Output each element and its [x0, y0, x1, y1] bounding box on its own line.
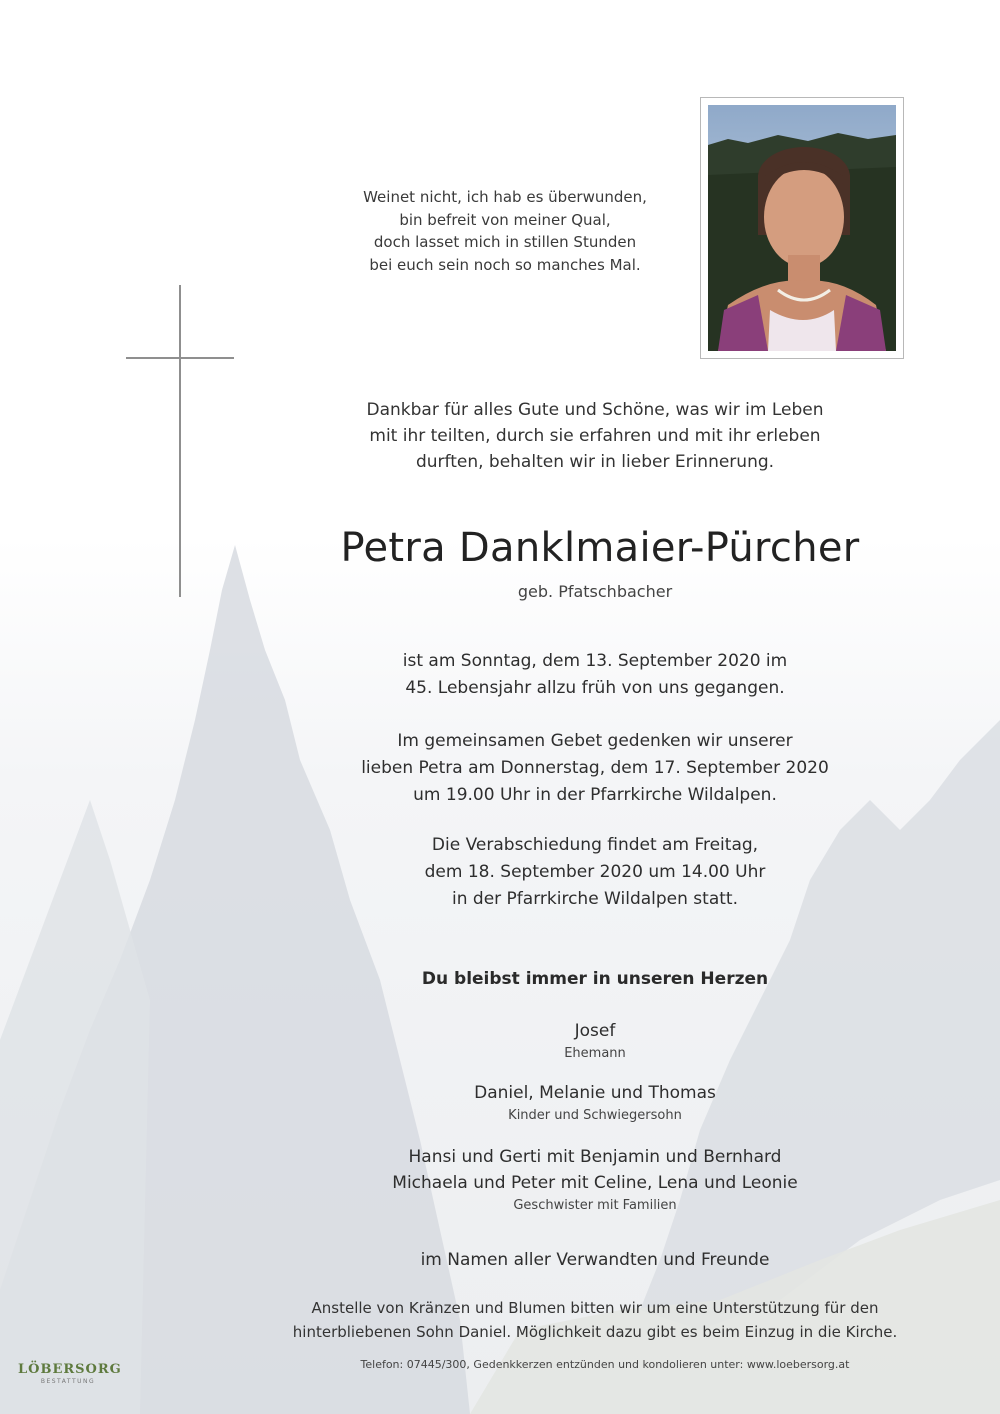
maiden-name: geb. Pfatschbacher — [517, 582, 673, 601]
closing-line: im Namen aller Verwandten und Freunde — [420, 1250, 770, 1270]
mourner-group-children — [320, 1080, 870, 1126]
farewell-line: Die Verabschiedung findet am Freitag, — [431, 835, 759, 855]
poem-line: doch lasset mich in stillen Stunden — [373, 233, 637, 251]
prayer-line: um 19.00 Uhr in der Pfarrkirche Wildalpen. — [413, 785, 777, 805]
cross-horizontal-bar — [126, 357, 234, 359]
gratitude-text — [330, 397, 860, 475]
mourner-names: Hansi und Gerti mit Benjamin und Bernhard — [408, 1147, 782, 1167]
mourner-group-spouse — [320, 1018, 870, 1064]
poem-line: bin befreit von meiner Qual, — [399, 210, 611, 229]
gratitude-line: Dankbar für alles Gute und Schöne, was wir im Leben — [366, 400, 824, 420]
donation-notice — [240, 1296, 950, 1344]
poem-line: bei euch sein noch so manches Mal. — [369, 255, 641, 274]
prayer-line: Im gemeinsamen Gebet gedenken wir unserer — [397, 731, 793, 751]
mourner-names: Michaela und Peter mit Celine, Lena und Leonie — [392, 1173, 798, 1193]
mourner-role: Kinder und Schwiegersohn — [508, 1108, 682, 1123]
farewell-notice — [320, 832, 870, 913]
mourner-role: Geschwister mit Familien — [513, 1198, 677, 1213]
logo-name: LÖBERSORG — [18, 1362, 122, 1377]
farewell-line: in der Pfarrkirche Wildalpen statt. — [452, 889, 738, 909]
mourner-names: Josef — [574, 1021, 616, 1041]
notice-line: Anstelle von Kränzen und Blumen bitten wir um eine Unterstützung für den — [311, 1299, 879, 1317]
gratitude-line: durften, behalten wir in lieber Erinnerung. — [415, 452, 775, 472]
gratitude-line: mit ihr teilten, durch sie erfahren und mit ihr erleben — [369, 426, 821, 446]
funeral-home-logo — [18, 1362, 122, 1385]
motto: Du bleibst immer in unseren Herzen — [421, 969, 769, 989]
mourner-names: Daniel, Melanie und Thomas — [474, 1083, 716, 1103]
mourner-role: Ehemann — [564, 1046, 626, 1061]
mourner-group-siblings — [320, 1144, 870, 1216]
portrait-photo-frame — [700, 97, 904, 359]
logo-subtitle: BESTATTUNG — [40, 1378, 96, 1385]
prayer-line: lieben Petra am Donnerstag, dem 17. September 2020 — [361, 758, 829, 778]
death-notice-line: ist am Sonntag, dem 13. September 2020 im — [402, 651, 788, 671]
portrait-photo — [708, 105, 896, 351]
deceased-name: Petra Danklmaier-Pürcher — [340, 525, 860, 571]
death-notice-line: 45. Lebensjahr allzu früh von uns gegangen. — [405, 678, 785, 698]
death-notice — [320, 648, 870, 702]
poem-line: Weinet nicht, ich hab es überwunden, — [363, 188, 647, 206]
contact-line: Telefon: 07445/300, Gedenkkerzen entzünden und kondolieren unter: www.loebersorg.at — [360, 1358, 850, 1371]
prayer-notice — [320, 728, 870, 809]
cross-vertical-bar — [179, 285, 181, 597]
farewell-line: dem 18. September 2020 um 14.00 Uhr — [424, 862, 766, 882]
memorial-poem — [320, 186, 690, 276]
notice-line: hinterbliebenen Sohn Daniel. Möglichkeit dazu gibt es beim Einzug in die Kirche. — [292, 1323, 898, 1341]
